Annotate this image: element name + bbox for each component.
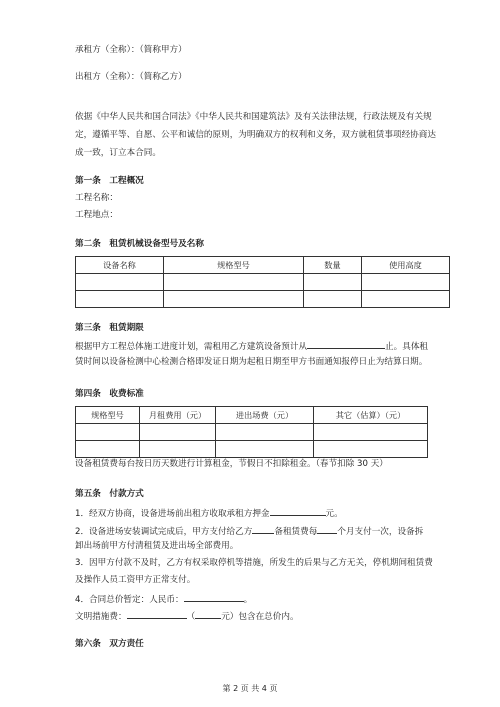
table-header-cell: 月租费用（元）: [140, 407, 216, 424]
rent-amount-blank[interactable]: [252, 525, 274, 534]
table-cell[interactable]: [164, 274, 304, 291]
page-number: 第 2 页 共 4 页: [222, 684, 278, 693]
table-header-cell: 数量: [304, 257, 362, 274]
civilized-measures-fee: [75, 610, 299, 622]
table-header-cell: 进出场费（元）: [216, 407, 314, 424]
preamble-line-2: 定，遵循平等、自愿、公平和诚信的原则，为明确双方的权利和义务，双方就租赁事项经协商达: [75, 130, 436, 140]
payment-item-1-suffix: 元。: [325, 509, 343, 519]
table-cell[interactable]: [314, 441, 428, 458]
civilized-fee-blank[interactable]: [127, 610, 187, 619]
table-header-cell: 规格型号: [76, 407, 140, 424]
section3-title: 第三条 租赁期限: [75, 323, 144, 333]
section1-title: 第一条 工程概况: [75, 176, 144, 186]
table-cell[interactable]: [304, 274, 362, 291]
table-cell[interactable]: [76, 424, 140, 441]
fee-table: [75, 406, 428, 458]
payment-item-2-text-a: 2．设备进场安装调试完成后，甲方支付给乙方: [75, 527, 253, 537]
lessor-line: 出租方（全称）：（简称乙方）: [75, 72, 187, 82]
table-cell[interactable]: [314, 424, 428, 441]
table-cell[interactable]: [76, 274, 164, 291]
contract-total-blank[interactable]: [184, 593, 244, 602]
term-line-1-suffix: 止。具体租: [385, 342, 429, 352]
preamble-line-3: 成一致，订立本合同。: [75, 148, 161, 158]
table-cell[interactable]: [304, 291, 362, 308]
section5-title: 第五条 付款方式: [75, 489, 144, 499]
table-cell[interactable]: [140, 441, 216, 458]
equipment-table: [75, 256, 450, 308]
payment-item-1-text: 1．经双方协商，设备进场前出租方收取承租方押金: [75, 509, 270, 519]
fee-note: 设备租赁费每台按日历天数进行计算租金，节假日不扣除租金。（春节扣除 30 天）: [75, 459, 388, 469]
table-cell[interactable]: [140, 424, 216, 441]
term-line-2: 赁时间以设备检测中心检测合格即发证日期为起租日期至甲方书面通知报停日止为结算日期。: [75, 357, 428, 367]
table-cell[interactable]: [164, 291, 304, 308]
preamble-line-1: 依据《中华人民共和国合同法》《中华人民共和国建筑法》及有关法律法规，行政法规及有关规: [75, 112, 432, 122]
payment-item-3-line-2: 及操作人员工资甲方正常支付。: [75, 575, 196, 585]
project-name-label: 工程名称：: [75, 193, 118, 203]
payment-item-2-text-c: 个月支付一次，设备拆: [337, 527, 424, 537]
payment-item-3-line-1: 3．因甲方付款不及时，乙方有权采取停机等措施，所发生的后果与乙方无关，停机期间租赁费: [75, 558, 433, 568]
payment-interval-blank[interactable]: [317, 525, 337, 534]
table-cell[interactable]: [216, 424, 314, 441]
table-header-cell: 其它（估算）（元）: [314, 407, 428, 424]
start-end-date-blank[interactable]: [307, 340, 385, 349]
section4-title: 第四条 收费标准: [75, 389, 144, 399]
civilized-fee-amount-blank[interactable]: [195, 610, 221, 619]
civilized-fee-label: 文明措施费：: [75, 612, 127, 622]
table-header-row: [76, 407, 428, 424]
table-cell[interactable]: [216, 441, 314, 458]
term-line-1-prefix: 根据甲方工程总体施工进度计划，需租用乙方建筑设备预计从: [75, 342, 308, 352]
table-cell[interactable]: [362, 274, 450, 291]
table-row: [76, 441, 428, 458]
lessee-line: 承租方（全称）：（简称甲方）: [75, 45, 187, 55]
payment-item-4-suffix: 。: [243, 595, 253, 605]
payment-item-2-line-2: 卸出场前甲方付清租赁及进出场全部费用。: [75, 541, 239, 551]
table-header-cell: 规格型号: [164, 257, 304, 274]
civilized-fee-open: （: [186, 612, 196, 622]
table-cell[interactable]: [362, 291, 450, 308]
table-cell[interactable]: [76, 441, 140, 458]
table-header-cell: 设备名称: [76, 257, 164, 274]
table-row: [76, 274, 450, 291]
table-header-cell: 使用高度: [362, 257, 450, 274]
payment-item-4: [75, 593, 252, 605]
payment-item-4-text: 4．合同总价暂定：人民币：: [75, 595, 184, 605]
payment-item-1: [75, 507, 343, 519]
civilized-fee-suffix: 元）包含在总价内。: [221, 612, 299, 622]
project-site-label: 工程地点：: [75, 210, 118, 220]
payment-item-2-line-1: [75, 525, 423, 537]
section2-title: 第二条 租赁机械设备型号及名称: [75, 239, 204, 249]
payment-item-2-text-b: 备租赁费每: [274, 527, 318, 537]
table-row: [76, 291, 450, 308]
term-line-1: [75, 340, 428, 352]
section6-title: 第六条 双方责任: [75, 639, 144, 649]
deposit-blank[interactable]: [270, 507, 326, 516]
table-header-row: [76, 257, 450, 274]
table-row: [76, 424, 428, 441]
table-cell[interactable]: [76, 291, 164, 308]
